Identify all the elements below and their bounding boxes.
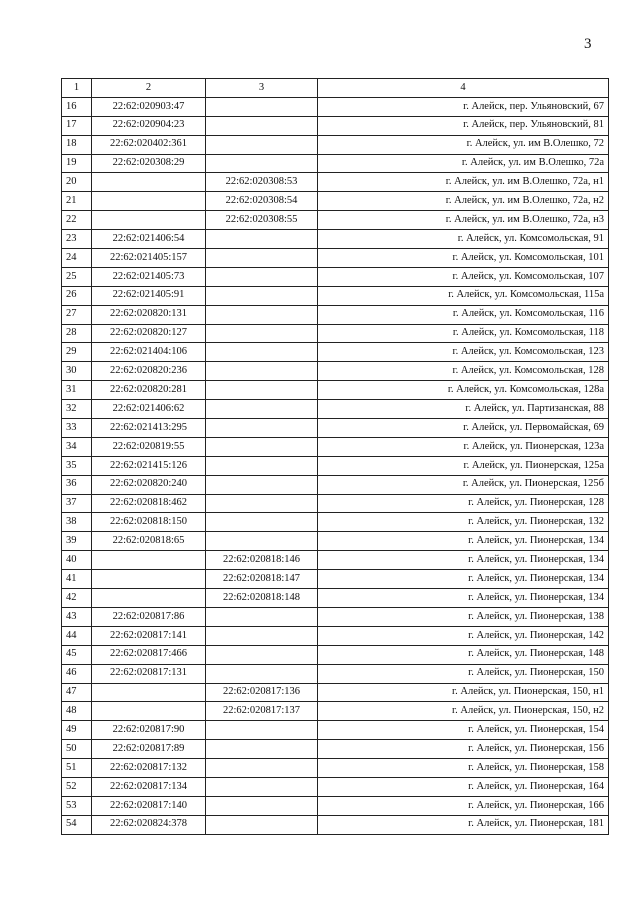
row-number-cell: 22 (62, 211, 92, 230)
cadastral-number-cell: 22:62:021406:62 (92, 400, 206, 419)
cadastral-number-cell: 22:62:020817:86 (92, 607, 206, 626)
table-row (62, 607, 609, 626)
address-cell: г. Алейск, ул. Комсомольская, 123 (318, 343, 609, 362)
row-number-cell: 51 (62, 759, 92, 778)
address-cell: г. Алейск, ул. им В.Олешко, 72а, н1 (318, 173, 609, 192)
cadastral-number-cell (92, 211, 206, 230)
cadastral-number-cell: 22:62:021413:295 (92, 419, 206, 438)
address-cell: г. Алейск, ул. Пионерская, 134 (318, 589, 609, 608)
address-cell: г. Алейск, пер. Ульяновский, 67 (318, 97, 609, 116)
cadastral-number-cell: 22:62:020817:141 (92, 626, 206, 645)
premises-cadastral-cell (206, 97, 318, 116)
address-cell: г. Алейск, ул. Пионерская, 123а (318, 437, 609, 456)
address-cell: г. Алейск, ул. Пионерская, 154 (318, 721, 609, 740)
table-body (62, 97, 609, 834)
cadastral-number-cell: 22:62:020819:55 (92, 437, 206, 456)
premises-cadastral-cell (206, 305, 318, 324)
row-number-cell: 48 (62, 702, 92, 721)
table-row (62, 97, 609, 116)
table-row (62, 664, 609, 683)
table-row (62, 532, 609, 551)
cadastral-number-cell: 22:62:020817:134 (92, 777, 206, 796)
cadastral-number-cell: 22:62:020820:240 (92, 475, 206, 494)
table-row (62, 740, 609, 759)
address-cell: г. Алейск, ул. Пионерская, 138 (318, 607, 609, 626)
cadastral-number-cell: 22:62:020818:462 (92, 494, 206, 513)
table-row (62, 589, 609, 608)
premises-cadastral-cell (206, 456, 318, 475)
cadastral-number-cell (92, 683, 206, 702)
premises-cadastral-cell (206, 815, 318, 834)
premises-cadastral-cell (206, 419, 318, 438)
address-cell: г. Алейск, ул. Комсомольская, 118 (318, 324, 609, 343)
cadastral-number-cell: 22:62:021404:106 (92, 343, 206, 362)
address-cell: г. Алейск, ул. Пионерская, 132 (318, 513, 609, 532)
table-row (62, 324, 609, 343)
cadastral-number-cell: 22:62:020820:236 (92, 362, 206, 381)
address-cell: г. Алейск, ул. Комсомольская, 116 (318, 305, 609, 324)
address-cell: г. Алейск, ул. Комсомольская, 128 (318, 362, 609, 381)
table-row (62, 305, 609, 324)
cadastral-number-cell (92, 551, 206, 570)
address-cell: г. Алейск, ул. Партизанская, 88 (318, 400, 609, 419)
premises-cadastral-cell (206, 740, 318, 759)
premises-cadastral-cell: 22:62:020308:55 (206, 211, 318, 230)
row-number-cell: 24 (62, 249, 92, 268)
address-cell: г. Алейск, ул. Пионерская, 142 (318, 626, 609, 645)
address-cell: г. Алейск, ул. им В.Олешко, 72а, н2 (318, 192, 609, 211)
premises-cadastral-cell (206, 494, 318, 513)
address-cell: г. Алейск, ул. Пионерская, 158 (318, 759, 609, 778)
table-row (62, 456, 609, 475)
premises-cadastral-cell (206, 116, 318, 135)
address-cell: г. Алейск, ул. Пионерская, 181 (318, 815, 609, 834)
table-row (62, 154, 609, 173)
premises-cadastral-cell (206, 324, 318, 343)
table-row (62, 267, 609, 286)
table-row (62, 211, 609, 230)
row-number-cell: 54 (62, 815, 92, 834)
cadastral-number-cell: 22:62:020824:378 (92, 815, 206, 834)
address-cell: г. Алейск, ул. Пионерская, 148 (318, 645, 609, 664)
address-cell: г. Алейск, ул. Пионерская, 150 (318, 664, 609, 683)
column-header-4: 4 (318, 79, 609, 98)
cadastral-number-cell: 22:62:021405:157 (92, 249, 206, 268)
premises-cadastral-cell: 22:62:020818:146 (206, 551, 318, 570)
cadastral-number-cell: 22:62:021406:54 (92, 230, 206, 249)
table-row (62, 683, 609, 702)
row-number-cell: 17 (62, 116, 92, 135)
address-cell: г. Алейск, ул. Пионерская, 150, н2 (318, 702, 609, 721)
cadastral-number-cell: 22:62:021405:91 (92, 286, 206, 305)
address-cell: г. Алейск, ул. Комсомольская, 128а (318, 381, 609, 400)
row-number-cell: 46 (62, 664, 92, 683)
cadastral-number-cell: 22:62:020817:132 (92, 759, 206, 778)
premises-cadastral-cell: 22:62:020817:137 (206, 702, 318, 721)
cadastral-number-cell: 22:62:020308:29 (92, 154, 206, 173)
cadastral-number-cell: 22:62:020817:131 (92, 664, 206, 683)
address-cell: г. Алейск, ул. им В.Олешко, 72а, н3 (318, 211, 609, 230)
cadastral-number-cell: 22:62:020820:127 (92, 324, 206, 343)
table-row (62, 286, 609, 305)
premises-cadastral-cell (206, 230, 318, 249)
cadastral-number-cell: 22:62:021405:73 (92, 267, 206, 286)
row-number-cell: 25 (62, 267, 92, 286)
address-cell: г. Алейск, ул. Пионерская, 166 (318, 796, 609, 815)
column-header-1: 1 (62, 79, 92, 98)
premises-cadastral-cell (206, 286, 318, 305)
cadastral-number-cell: 22:62:020818:65 (92, 532, 206, 551)
address-cell: г. Алейск, ул. Комсомольская, 91 (318, 230, 609, 249)
table-row (62, 815, 609, 834)
table-row (62, 192, 609, 211)
premises-cadastral-cell (206, 645, 318, 664)
table-row (62, 645, 609, 664)
table-row (62, 135, 609, 154)
table-row (62, 796, 609, 815)
cadastral-number-cell: 22:62:020818:150 (92, 513, 206, 532)
address-cell: г. Алейск, ул. Первомайская, 69 (318, 419, 609, 438)
page-number: 3 (584, 36, 592, 52)
address-cell: г. Алейск, ул. Пионерская, 156 (318, 740, 609, 759)
address-cell: г. Алейск, ул. Пионерская, 125б (318, 475, 609, 494)
premises-cadastral-cell: 22:62:020308:53 (206, 173, 318, 192)
table-row (62, 570, 609, 589)
row-number-cell: 49 (62, 721, 92, 740)
premises-cadastral-cell (206, 607, 318, 626)
registry-table (61, 78, 609, 835)
row-number-cell: 37 (62, 494, 92, 513)
address-cell: г. Алейск, ул. им В.Олешко, 72а (318, 154, 609, 173)
row-number-cell: 33 (62, 419, 92, 438)
cadastral-number-cell: 22:62:020904:23 (92, 116, 206, 135)
table-row (62, 437, 609, 456)
table-row (62, 249, 609, 268)
table-row (62, 419, 609, 438)
table-row (62, 343, 609, 362)
premises-cadastral-cell (206, 267, 318, 286)
address-cell: г. Алейск, ул. Комсомольская, 107 (318, 267, 609, 286)
premises-cadastral-cell (206, 475, 318, 494)
row-number-cell: 27 (62, 305, 92, 324)
premises-cadastral-cell (206, 759, 318, 778)
premises-cadastral-cell (206, 796, 318, 815)
table-row (62, 230, 609, 249)
address-cell: г. Алейск, ул. Пионерская, 134 (318, 532, 609, 551)
premises-cadastral-cell (206, 135, 318, 154)
premises-cadastral-cell: 22:62:020308:54 (206, 192, 318, 211)
premises-cadastral-cell (206, 721, 318, 740)
row-number-cell: 38 (62, 513, 92, 532)
address-cell: г. Алейск, ул. Комсомольская, 115а (318, 286, 609, 305)
row-number-cell: 18 (62, 135, 92, 154)
row-number-cell: 30 (62, 362, 92, 381)
table-row (62, 513, 609, 532)
premises-cadastral-cell (206, 532, 318, 551)
row-number-cell: 45 (62, 645, 92, 664)
address-cell: г. Алейск, ул. Пионерская, 134 (318, 570, 609, 589)
address-cell: г. Алейск, ул. Комсомольская, 101 (318, 249, 609, 268)
table-header-row (62, 79, 609, 98)
cadastral-number-cell (92, 702, 206, 721)
premises-cadastral-cell: 22:62:020817:136 (206, 683, 318, 702)
row-number-cell: 31 (62, 381, 92, 400)
cadastral-number-cell (92, 589, 206, 608)
row-number-cell: 41 (62, 570, 92, 589)
premises-cadastral-cell (206, 626, 318, 645)
row-number-cell: 21 (62, 192, 92, 211)
row-number-cell: 20 (62, 173, 92, 192)
table-row (62, 759, 609, 778)
table-row (62, 116, 609, 135)
address-cell: г. Алейск, пер. Ульяновский, 81 (318, 116, 609, 135)
premises-cadastral-cell (206, 664, 318, 683)
cadastral-number-cell: 22:62:020903:47 (92, 97, 206, 116)
row-number-cell: 28 (62, 324, 92, 343)
row-number-cell: 52 (62, 777, 92, 796)
cadastral-number-cell: 22:62:020817:89 (92, 740, 206, 759)
premises-cadastral-cell: 22:62:020818:148 (206, 589, 318, 608)
address-cell: г. Алейск, ул. им В.Олешко, 72 (318, 135, 609, 154)
table-row (62, 494, 609, 513)
column-header-3: 3 (206, 79, 318, 98)
premises-cadastral-cell (206, 343, 318, 362)
table-row (62, 475, 609, 494)
row-number-cell: 23 (62, 230, 92, 249)
row-number-cell: 44 (62, 626, 92, 645)
row-number-cell: 35 (62, 456, 92, 475)
table-row (62, 702, 609, 721)
cadastral-number-cell: 22:62:020817:140 (92, 796, 206, 815)
cadastral-number-cell: 22:62:020820:281 (92, 381, 206, 400)
table-row (62, 721, 609, 740)
premises-cadastral-cell (206, 362, 318, 381)
row-number-cell: 26 (62, 286, 92, 305)
row-number-cell: 40 (62, 551, 92, 570)
premises-cadastral-cell: 22:62:020818:147 (206, 570, 318, 589)
table-row (62, 381, 609, 400)
address-cell: г. Алейск, ул. Пионерская, 164 (318, 777, 609, 796)
premises-cadastral-cell (206, 513, 318, 532)
cadastral-number-cell: 22:62:020817:466 (92, 645, 206, 664)
address-cell: г. Алейск, ул. Пионерская, 125а (318, 456, 609, 475)
address-cell: г. Алейск, ул. Пионерская, 134 (318, 551, 609, 570)
cadastral-number-cell: 22:62:021415:126 (92, 456, 206, 475)
premises-cadastral-cell (206, 437, 318, 456)
premises-cadastral-cell (206, 381, 318, 400)
row-number-cell: 47 (62, 683, 92, 702)
row-number-cell: 39 (62, 532, 92, 551)
cadastral-number-cell (92, 192, 206, 211)
premises-cadastral-cell (206, 249, 318, 268)
row-number-cell: 32 (62, 400, 92, 419)
row-number-cell: 50 (62, 740, 92, 759)
table-row (62, 362, 609, 381)
premises-cadastral-cell (206, 400, 318, 419)
table-row (62, 400, 609, 419)
row-number-cell: 19 (62, 154, 92, 173)
table-row (62, 626, 609, 645)
premises-cadastral-cell (206, 777, 318, 796)
row-number-cell: 43 (62, 607, 92, 626)
cadastral-number-cell: 22:62:020820:131 (92, 305, 206, 324)
row-number-cell: 29 (62, 343, 92, 362)
row-number-cell: 16 (62, 97, 92, 116)
table-row (62, 551, 609, 570)
cadastral-number-cell: 22:62:020817:90 (92, 721, 206, 740)
table-row (62, 777, 609, 796)
address-cell: г. Алейск, ул. Пионерская, 150, н1 (318, 683, 609, 702)
column-header-2: 2 (92, 79, 206, 98)
row-number-cell: 36 (62, 475, 92, 494)
address-cell: г. Алейск, ул. Пионерская, 128 (318, 494, 609, 513)
table-row (62, 173, 609, 192)
row-number-cell: 53 (62, 796, 92, 815)
row-number-cell: 42 (62, 589, 92, 608)
premises-cadastral-cell (206, 154, 318, 173)
cadastral-number-cell (92, 173, 206, 192)
row-number-cell: 34 (62, 437, 92, 456)
cadastral-number-cell: 22:62:020402:361 (92, 135, 206, 154)
cadastral-number-cell (92, 570, 206, 589)
